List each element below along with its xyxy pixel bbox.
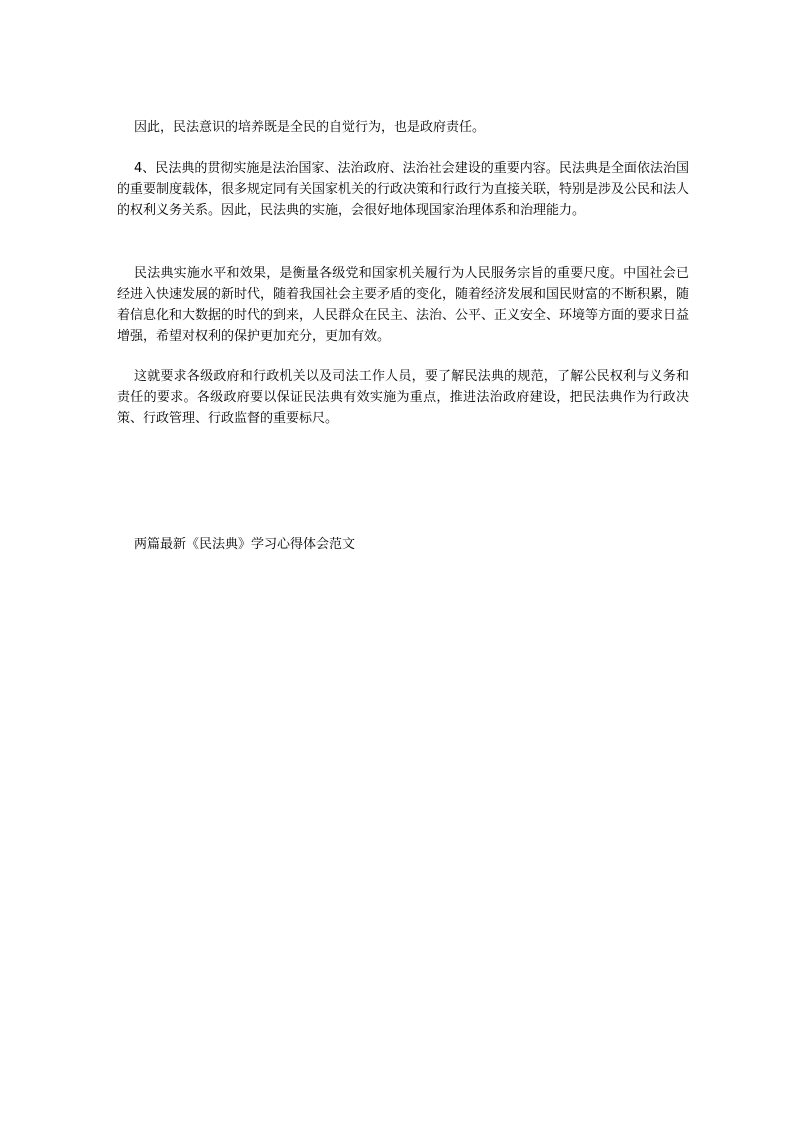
paragraph-point-4: 4、民法典的贯彻实施是法治国家、法治政府、法治社会建设的重要内容。民法典是全面依法治国的重要制度载体，很多规定同有关国家机关的行政决策和行政行为直接关联，特别是涉及公民和法人的权利义务关系。因此，民法典的实施，会很好地体现国家治理体系和治理能力。 [117,161,690,218]
paragraph-conclusion: 因此，民法意识的培养既是全民的自觉行为，也是政府责任。 [134,120,486,135]
document-footer-title: 两篇最新《民法典》学习心得体会范文 [134,537,356,552]
paragraph-government-requirements: 这就要求各级政府和行政机关以及司法工作人员，要了解民法典的规范，了解公民权利与义务和责任的要求。各级政府要以保证民法典有效实施为重点，推进法治政府建设，把民法典作为行政决策、行政管理、行政监督的重要标尺。 [117,369,689,426]
paragraph-implementation-measure: 民法典实施水平和效果，是衡量各级党和国家机关履行为人民服务宗旨的重要尺度。中国社会已经进入快速发展的新时代，随着我国社会主要矛盾的变化，随着经济发展和国民财富的不断积累，随着信息化和大数据的时代的到来，人民群众在民主、法治、公平、正义安全、环境等方面的要求日益增强，希望对权利的保护更加充分，更加有效。 [117,266,690,344]
